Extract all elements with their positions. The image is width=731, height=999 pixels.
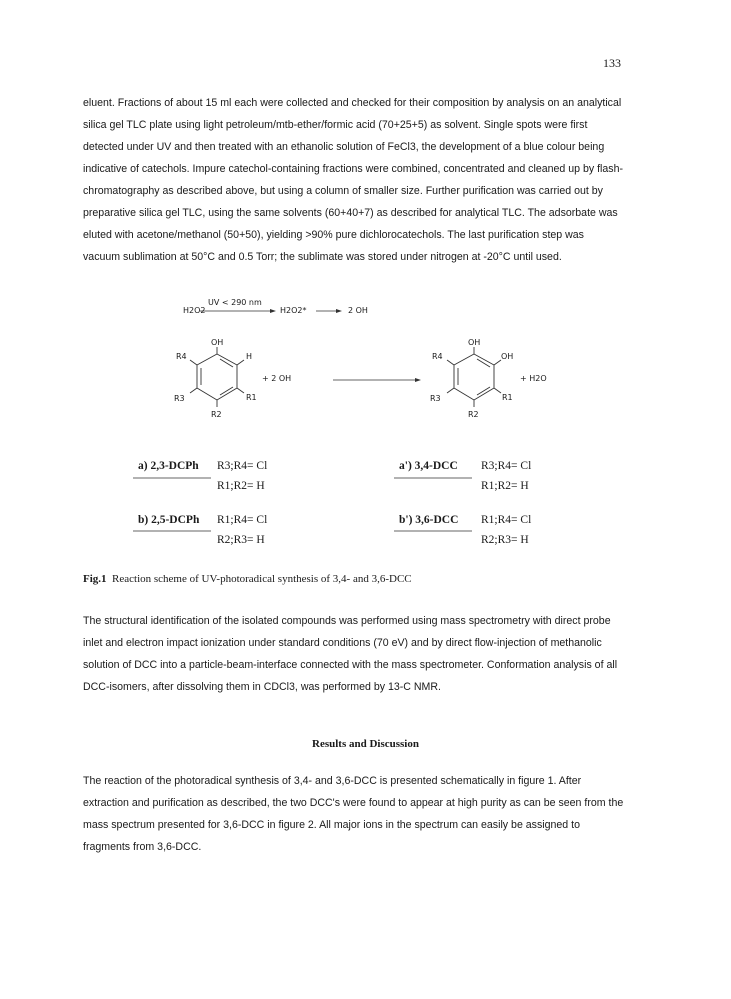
compound-b-prime-sub2: R2;R3= H bbox=[481, 534, 529, 546]
right-r3-label: R3 bbox=[430, 394, 441, 403]
left-r4-label: R4 bbox=[176, 352, 187, 361]
compound-b-sub2: R2;R3= H bbox=[217, 534, 265, 546]
results-paragraph bbox=[83, 770, 649, 858]
text-line: preparative silica gel TLC, using the same solvents (60+40+7) as described for analytical TLC. The adsorbate was bbox=[83, 207, 618, 219]
page-number: 133 bbox=[603, 56, 621, 70]
text-line: extraction and purification as described, the two DCC's were found to appear at high purity as can be seen from the bbox=[83, 797, 624, 809]
methods-paragraph bbox=[83, 610, 649, 698]
text-line: silica gel TLC plate using light petroleum/mtb-ether/formic acid (70+25+5) as solvent. Single spots were first bbox=[83, 119, 588, 131]
text-line: mass spectrum presented for 3,6-DCC in figure 2. All major ions in the spectrum can easily be assigned to bbox=[83, 819, 580, 831]
compound-b-name bbox=[138, 514, 199, 526]
plus-h2o-label: + H2O bbox=[520, 374, 547, 383]
h2o2-star-label: H2O2* bbox=[280, 306, 307, 315]
right-benzene-ring bbox=[447, 347, 501, 407]
text-line: solution of DCC into a particle-beam-interface connected with the mass spectrometer. Conformation analysis of all bbox=[83, 659, 618, 671]
two-oh-label: 2 OH bbox=[348, 306, 368, 315]
compound-b-prime-name bbox=[399, 514, 458, 526]
text-line: fragments from 3,6-DCC. bbox=[83, 841, 202, 853]
oh-arrowhead bbox=[336, 309, 342, 313]
text-line: detected under UV and then treated with an ethanolic solution of FeCl3, the development of a blue colour being bbox=[83, 141, 605, 153]
left-r3-label: R3 bbox=[174, 394, 185, 403]
reaction-arrowhead bbox=[415, 378, 421, 382]
left-r1-label: R1 bbox=[246, 393, 257, 402]
compound-a-prime-sub1: R3;R4= Cl bbox=[481, 460, 532, 472]
right-r2-label: R2 bbox=[468, 410, 479, 419]
left-oh-label: OH bbox=[211, 338, 224, 347]
text-line: DCC-isomers, after dissolving them in CDCl3, was performed by 13-C NMR. bbox=[83, 681, 441, 693]
plus-two-oh-label: + 2 OH bbox=[262, 374, 292, 383]
compound-b-prime-sub1: R1;R4= Cl bbox=[481, 514, 532, 526]
text-line: chromatography as described above, but using a column of smaller size. Further purification was carried out by bbox=[83, 185, 603, 197]
compound-a-prime-sub2: R1;R2= H bbox=[481, 480, 529, 492]
right-oh-side-label: OH bbox=[501, 352, 514, 361]
compound-a-name bbox=[138, 460, 199, 472]
right-oh-top-label: OH bbox=[468, 338, 481, 347]
text-line: indicative of catechols. Impure catechol-containing fractions were combined, concentrated and cleaned up by flash- bbox=[83, 163, 624, 175]
figure-label: Fig.1 bbox=[83, 573, 107, 585]
h2o2-label: H2O2 bbox=[183, 306, 206, 315]
compound-b-name-text: b) 2,5-DCPh bbox=[138, 514, 200, 526]
compound-a-prime-name bbox=[399, 460, 458, 472]
right-r1-label: R1 bbox=[502, 393, 513, 402]
compound-a-prime-name-text: a') 3,4-DCC bbox=[399, 460, 458, 472]
left-r2-label: R2 bbox=[211, 410, 222, 419]
compound-b-prime-name-text: b') 3,6-DCC bbox=[399, 514, 459, 526]
uv-label: UV < 290 nm bbox=[208, 298, 262, 307]
left-h-label: H bbox=[246, 352, 253, 361]
right-r4-label: R4 bbox=[432, 352, 443, 361]
section-heading: Results and Discussion bbox=[312, 738, 419, 750]
text-line: eluent. Fractions of about 15 ml each were collected and checked for their composition by analysis on an analytical bbox=[83, 97, 622, 109]
figure-caption-text: Reaction scheme of UV-photoradical synthesis of 3,4- and 3,6-DCC bbox=[112, 573, 412, 585]
compound-a-name-text: a) 2,3-DCPh bbox=[138, 460, 199, 472]
compound-a-sub2: R1;R2= H bbox=[217, 480, 265, 492]
uv-arrowhead bbox=[270, 309, 276, 313]
text-line: eluted with acetone/methanol (50+50), yielding >90% pure dichlorocatechols. The last purification step was bbox=[83, 229, 584, 241]
text-line: inlet and electron impact ionization under standard conditions (70 eV) and by direct flow-injection of methanolic bbox=[83, 637, 602, 649]
compound-b-sub1: R1;R4= Cl bbox=[217, 514, 268, 526]
text-line: The structural identification of the isolated compounds was performed using mass spectrometry with direct probe bbox=[83, 615, 611, 627]
figure-caption bbox=[83, 573, 412, 585]
text-line: vacuum sublimation at 50°C and 0.5 Torr; the sublimate was stored under nitrogen at -20°C until used. bbox=[83, 251, 562, 263]
compound-a-sub1: R3;R4= Cl bbox=[217, 460, 268, 472]
left-benzene-ring bbox=[190, 347, 244, 407]
text-line: The reaction of the photoradical synthesis of 3,4- and 3,6-DCC is presented schematically in figure 1. After bbox=[83, 775, 582, 787]
